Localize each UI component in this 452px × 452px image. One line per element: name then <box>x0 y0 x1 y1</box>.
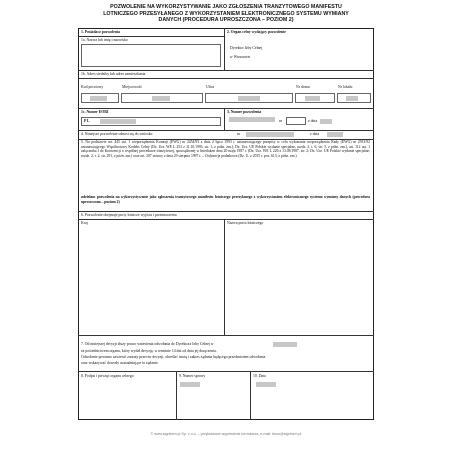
street-label: Ulica <box>206 85 215 89</box>
application-date-label: z dnia <box>310 132 320 136</box>
section-1b-label: 1b. Adres siedziby lub adres zamieszkania <box>81 72 146 76</box>
permit-number-nr: nr <box>279 119 283 123</box>
divider <box>78 211 374 212</box>
title-line-3: DANYCH (PROCEDURA UPROSZCZONA – POZIOM 2) <box>158 17 294 24</box>
country-label: Kraj <box>81 221 88 225</box>
decision-text: udzielam pozwolenia na wykorzystywanie jako zgłoszenia tranzytowego manifestu lotniczego przesyłanego z wykorzystaniem elektronicznego systemu wymiany danych (procedura uproszczona – poziom 2) <box>81 195 370 204</box>
title-line-1: POZWOLENIE NA WYKORZYSTYWANIE JAKO ZGŁOSZENIA TRANZYTOWEGO MANIFESTU <box>110 4 342 10</box>
house-number-label: Nr domu <box>296 85 310 89</box>
footer-note: © www.signform.pl Sp. z o.o. – przykładowe wypełnienie formularza, e-mail: biuro@signform.pl <box>150 432 302 436</box>
divider <box>78 78 374 79</box>
section-4-label: 4. Niniejsze pozwolenie odnosi się do wniosku <box>81 132 153 136</box>
redaction <box>320 119 332 124</box>
section-1a-label: 1a. Nazwa lub imię i nazwisko <box>81 38 128 42</box>
postal-code-label: Kod pocztowy <box>81 85 104 89</box>
eori-prefix: P L <box>84 119 90 123</box>
section-1-label: 1. Posiadacz pozwolenia <box>81 30 120 34</box>
section-7-line2: za pośrednictwem organu, który wydał decyzję, w terminie 14 dni od dnia jej doręczenia. <box>81 349 217 353</box>
airport-label: Nazwa portu lotniczego <box>227 221 264 225</box>
divider <box>250 371 251 420</box>
redaction <box>327 132 343 137</box>
divider <box>224 219 225 335</box>
divider <box>176 371 177 420</box>
form-title <box>80 4 372 24</box>
redaction <box>100 119 136 124</box>
customs-office-line1: Dyrektor Izby Celnej <box>230 46 263 50</box>
divider <box>224 108 225 130</box>
section-1c-label: 1c. Numer EORI <box>81 110 109 114</box>
divider <box>78 371 374 372</box>
holder-name-field[interactable] <box>81 44 221 67</box>
divider <box>78 36 224 37</box>
divider <box>78 219 374 220</box>
redaction <box>238 96 260 101</box>
section-3-label: 3. Numer pozwolenia <box>227 110 262 114</box>
section-9-label: 9. Numer sprawy <box>179 374 206 378</box>
city-label: Miejscowość <box>122 85 143 89</box>
section-7-line3: Odwołanie powinno zawierać zarzuty przeciw decyzji, określać istotę i zakres żądania będącego przedmiotem odwołania <box>81 355 266 359</box>
section-7-text: 7. Od niniejszej decyzji służy prawo wniesienia odwołania do Dyrektora Izby Celnej w <box>81 342 214 346</box>
redaction <box>90 96 107 101</box>
section-6-label: 6. Pozwolenie obejmuje porty lotnicze wyjścia i przeznaczenia <box>81 213 177 217</box>
redaction <box>246 132 294 137</box>
divider <box>78 335 374 336</box>
redaction <box>305 96 320 101</box>
permit-number-field[interactable] <box>286 117 306 125</box>
divider <box>78 130 374 131</box>
legal-basis-text: 5. Na podstawie art. 445 ust. 1 rozporządzenia Komisji (EWG) nr 2454/93 z dnia 2 lipca 1993 r. ustanawiającego przepisy w celu wykonania rozporządzenia Rady (EWG) nr 2913/92 ustanawiającego Wspólnotowy Kodeks Celny (Dz. Urz. WE L 253 z 11.10.1993, str. 1, z późn. zm.), Dz. Urz. UE Polskie wydanie specjalne, rozdz. 2, t. 6, str. 3, z późn. zm.), art. 112 ust. 1 załącznika I do Konwencji o wspólnej procedurze tranzytowej, sporządzonej w Interlaken dnia 20 maja 1987 r. (Dz. Urz. WE L 226 z 13.08.1987, str. 2; Dz. Urz. UE Polskie wydanie specjalne, rozdz. 2, t. 2, str. 291, z późn. zm.) oraz art. 207 ustawy z dnia 29 sierpnia 1997 r. – Ordynacja podatkowa (Dz. U. z 2015 r. poz. 613, z późn. zm.) <box>81 140 370 158</box>
divider <box>78 108 374 109</box>
title-line-2: LOTNICZEGO PRZESYŁANEGO Z WYKORZYSTANIEM ELEKTRONICZNEGO SYSTEMU WYMIANY <box>103 10 349 17</box>
redaction <box>273 342 297 347</box>
flat-number-label: Nr lokalu <box>338 85 353 89</box>
section-2-label: 2. Organ celny wydający pozwolenie <box>227 30 286 34</box>
section-8-label: 8. Podpis i pieczęć organu celnego <box>81 374 134 378</box>
redaction <box>180 382 200 387</box>
redaction <box>346 96 358 101</box>
application-nr: nr <box>237 132 241 136</box>
redaction <box>256 382 276 387</box>
redaction <box>152 96 170 101</box>
section-10-label: 10. Data <box>253 374 266 378</box>
divider <box>78 70 374 71</box>
redaction <box>229 117 275 122</box>
section-7-line4: oraz wskazywać dowody uzasadniające to żądanie. <box>81 361 159 365</box>
permit-date-label: z dnia <box>308 119 318 123</box>
customs-office-line2: w Warszawie <box>230 55 251 59</box>
divider <box>224 28 225 70</box>
